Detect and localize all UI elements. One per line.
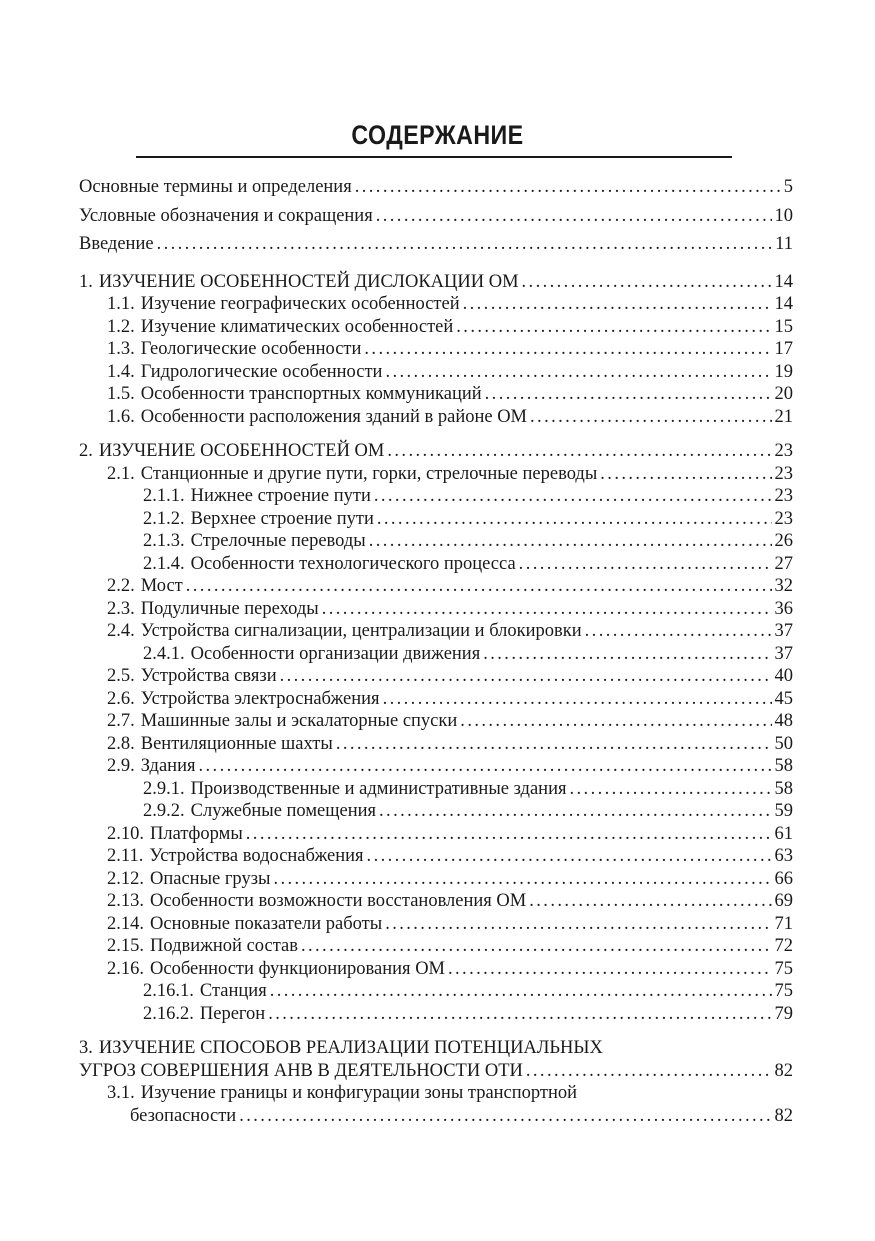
toc-entry-number: 2.1.1. [143, 486, 185, 506]
toc-entry-page: 75 [774, 958, 793, 979]
toc-entry-number: 2.8. [107, 733, 135, 754]
toc-entry-2-1-4 [79, 553, 793, 576]
toc-entry-page: 79 [774, 1003, 793, 1024]
toc-entry-2-2 [79, 575, 793, 598]
toc-entry-page: 5 [783, 177, 793, 197]
toc-entry-number: 2.9.2. [143, 801, 185, 821]
toc-entry-label: Особенности возможности восстановления ОМ [150, 891, 527, 911]
toc-entry-label: Особенности транспортных коммуникаций [140, 384, 482, 404]
toc-entry-number: 2.12. [107, 868, 144, 889]
dot-leader [456, 316, 771, 339]
dot-leader [385, 913, 771, 936]
toc-entry-2-4 [79, 620, 793, 643]
toc-entry-label: Здания [140, 756, 196, 776]
toc-entry-label: Подуличные переходы [140, 598, 319, 619]
dot-leader [519, 553, 772, 576]
toc-entry-number: 3.1. [107, 1083, 135, 1103]
toc-entry-2-16 [79, 958, 793, 981]
toc-entry-number: 1.5. [107, 384, 135, 404]
toc-entry-abbreviations [79, 202, 793, 231]
toc-entry-label: ИЗУЧЕНИЕ ОСОБЕННОСТЕЙ ОМ [98, 441, 385, 461]
dot-leader [385, 361, 771, 384]
toc-entry-label: Изучение географических особенностей [140, 294, 460, 314]
dot-leader [483, 643, 771, 666]
dot-leader [387, 440, 771, 463]
toc-entry-2-16-1 [79, 980, 793, 1003]
toc-entry-1-6 [79, 406, 793, 429]
toc-entry-label: Машинные залы и эскалаторные спуски [140, 711, 458, 731]
dot-leader [376, 202, 772, 231]
dot-leader [383, 688, 772, 711]
toc-entry-page: 32 [774, 576, 793, 596]
toc-entry-page: 19 [774, 361, 793, 382]
toc-entry-2-9 [79, 755, 793, 778]
toc-entry-label: ИЗУЧЕНИЕ СПОСОБОВ РЕАЛИЗАЦИИ ПОТЕНЦИАЛЬНЫХ [98, 1038, 603, 1058]
toc-entry-1-5 [79, 383, 793, 406]
toc-entry-label: Особенности функционирования ОМ [150, 958, 445, 979]
toc-entry-page: 14 [774, 271, 793, 292]
toc-entry-2-13 [79, 890, 793, 913]
toc-entry-number: 2.1.4. [143, 553, 185, 574]
toc-entry-2-1-2 [79, 508, 793, 531]
toc-entry-label: Производственные и административные здания [190, 778, 567, 799]
dot-leader [377, 508, 772, 531]
section-gap [79, 428, 793, 440]
toc-entry-page: 48 [774, 711, 793, 731]
dot-leader [374, 485, 772, 508]
toc-entry-number: 2.5. [107, 666, 135, 686]
dot-leader [379, 800, 771, 823]
toc-entry-2-15 [79, 935, 793, 958]
toc-entry-label: Вентиляционные шахты [140, 733, 333, 754]
dot-leader [336, 733, 772, 756]
table-of-contents [79, 173, 793, 1127]
toc-entry-page: 59 [774, 801, 793, 821]
toc-entry-page: 66 [774, 868, 793, 889]
toc-entry-page: 23 [774, 508, 793, 529]
dot-leader [367, 845, 772, 868]
toc-entry-page: 23 [774, 463, 793, 484]
toc-entry-label: Гидрологические особенности [140, 361, 383, 382]
toc-entry-number: 2.4.1. [143, 643, 185, 664]
toc-entry-number: 2.1.3. [143, 531, 185, 551]
toc-entry-page: 10 [774, 205, 793, 226]
toc-entry-page: 37 [774, 643, 793, 664]
dot-leader [526, 1060, 772, 1083]
toc-entry-number: 2.2. [107, 576, 135, 596]
toc-entry-label: Стрелочные переводы [190, 531, 366, 551]
toc-entry-2-8 [79, 733, 793, 756]
toc-entry-number: 2.13. [107, 891, 144, 911]
toc-entry-page: 37 [774, 621, 793, 641]
toc-entry-number: 2.3. [107, 598, 135, 619]
dot-leader [585, 620, 772, 643]
toc-entry-page: 40 [774, 666, 793, 686]
dot-leader [530, 406, 771, 429]
toc-entry-number: 2.16.2. [143, 1003, 194, 1024]
dot-leader [529, 890, 771, 913]
toc-entry-line [79, 1105, 793, 1128]
title-underline [136, 156, 732, 158]
dot-leader [570, 778, 772, 801]
toc-entry-introduction [79, 230, 793, 259]
toc-section-1 [79, 271, 793, 294]
dot-leader [522, 271, 772, 294]
toc-entry-page: 23 [774, 441, 793, 461]
toc-entry-2-10 [79, 823, 793, 846]
toc-entry-page: 82 [774, 1060, 793, 1081]
toc-entry-terms [79, 173, 793, 202]
toc-entry-label: Нижнее строение пути [190, 486, 371, 506]
dot-leader [364, 338, 771, 361]
toc-entry-number: 1.3. [107, 339, 135, 359]
toc-entry-page: 72 [774, 936, 793, 956]
toc-entry-page: 15 [774, 316, 793, 337]
dot-leader [463, 293, 772, 316]
toc-entry-2-5 [79, 665, 793, 688]
toc-entry-page: 71 [774, 913, 793, 934]
toc-entry-number: 3. [79, 1038, 93, 1058]
section-gap [79, 259, 793, 271]
toc-entry-label: Изучение границы и конфигурации зоны транспортной [140, 1083, 578, 1103]
dot-leader [186, 575, 772, 598]
toc-entry-label: Особенности технологического процесса [190, 553, 516, 574]
toc-entry-page: 26 [774, 531, 793, 551]
toc-entry-page: 58 [774, 778, 793, 799]
toc-entry-page: 45 [774, 688, 793, 709]
toc-entry-number: 2. [79, 441, 93, 461]
toc-entry-2-3 [79, 598, 793, 621]
section-1-items [79, 293, 793, 428]
dot-leader [239, 1105, 771, 1128]
dot-leader [199, 755, 772, 778]
dot-leader [157, 230, 773, 259]
toc-entry-1-1 [79, 293, 793, 316]
toc-section-3 [79, 1037, 793, 1082]
toc-entry-label: Условные обозначения и сокращения [79, 205, 373, 226]
dot-leader [600, 463, 771, 486]
toc-entry-label: Геологические особенности [140, 339, 362, 359]
toc-entry-2-16-2 [79, 1003, 793, 1026]
toc-entry-label: Основные термины и определения [79, 177, 352, 197]
toc-entry-page: 36 [774, 598, 793, 619]
toc-entry-number: 2.1. [107, 463, 135, 484]
toc-entry-label: Мост [140, 576, 183, 596]
dot-leader [270, 980, 772, 1003]
toc-entry-3-1 [79, 1082, 793, 1127]
toc-entry-page: 14 [774, 294, 793, 314]
toc-entry-label: Устройства связи [140, 666, 277, 686]
dot-leader [273, 868, 771, 891]
toc-entry-2-1-3 [79, 530, 793, 553]
dot-leader [280, 665, 772, 688]
toc-entry-2-4-1 [79, 643, 793, 666]
toc-entry-page: 11 [775, 234, 793, 254]
toc-entry-label: Введение [79, 234, 154, 254]
toc-entry-line [79, 1082, 793, 1105]
toc-entry-label-continued: УГРОЗ СОВЕРШЕНИЯ АНВ В ДЕЯТЕЛЬНОСТИ ОТИ [79, 1060, 523, 1081]
toc-entry-label: Служебные помещения [190, 801, 377, 821]
toc-entry-page: 17 [774, 339, 793, 359]
toc-entry-page: 20 [774, 384, 793, 404]
toc-entry-2-1 [79, 463, 793, 486]
dot-leader [369, 530, 772, 553]
toc-entry-1-3 [79, 338, 793, 361]
toc-entry-label: Устройства водоснабжения [149, 846, 364, 866]
toc-entry-line [79, 1060, 793, 1083]
toc-entry-2-6 [79, 688, 793, 711]
toc-entry-page: 75 [774, 981, 793, 1001]
toc-entry-number: 1.4. [107, 361, 135, 382]
toc-entry-label: Платформы [150, 823, 243, 844]
toc-section-2 [79, 440, 793, 463]
toc-entry-label: Основные показатели работы [150, 913, 383, 934]
page-title: СОДЕРЖАНИЕ [351, 120, 524, 150]
toc-entry-label: Устройства электроснабжения [140, 688, 380, 709]
toc-entry-number: 2.14. [107, 913, 144, 934]
toc-entry-number: 1. [79, 271, 93, 292]
section-2-items [79, 463, 793, 1026]
toc-entry-label: Изучение климатических особенностей [140, 316, 454, 337]
toc-entry-number: 2.9.1. [143, 778, 185, 799]
toc-entry-number: 2.16.1. [143, 981, 194, 1001]
toc-entry-label: Станционные и другие пути, горки, стрелочные переводы [140, 463, 598, 484]
toc-entry-number: 2.4. [107, 621, 135, 641]
toc-entry-page: 50 [774, 733, 793, 754]
toc-entry-2-12 [79, 868, 793, 891]
toc-entry-page: 58 [774, 756, 793, 776]
toc-entry-2-11 [79, 845, 793, 868]
toc-entry-number: 2.11. [107, 846, 144, 866]
toc-entry-2-9-1 [79, 778, 793, 801]
toc-entry-label: Особенности организации движения [190, 643, 481, 664]
toc-entry-label: Станция [199, 981, 267, 1001]
toc-entry-2-7 [79, 710, 793, 733]
toc-entry-2-14 [79, 913, 793, 936]
toc-entry-page: 23 [774, 486, 793, 506]
toc-entry-number: 2.1.2. [143, 508, 185, 529]
toc-entry-label: Перегон [199, 1003, 266, 1024]
toc-entry-label: Подвижной состав [150, 936, 298, 956]
toc-entry-2-1-1 [79, 485, 793, 508]
toc-entry-number: 2.10. [107, 823, 144, 844]
toc-entry-number: 1.1. [107, 294, 135, 314]
dot-leader [485, 383, 772, 406]
dot-leader [301, 935, 772, 958]
dot-leader [460, 710, 771, 733]
toc-entry-number: 2.16. [107, 958, 144, 979]
dot-leader [355, 173, 781, 202]
toc-entry-number: 2.9. [107, 756, 135, 776]
toc-entry-1-4 [79, 361, 793, 384]
toc-entry-label: Устройства сигнализации, централизации и блокировки [140, 621, 582, 641]
toc-entry-page: 69 [774, 891, 793, 911]
dot-leader [322, 598, 772, 621]
toc-entry-number: 2.6. [107, 688, 135, 709]
toc-entry-page: 21 [774, 406, 793, 427]
toc-entry-number: 1.2. [107, 316, 135, 337]
toc-entry-label: ИЗУЧЕНИЕ ОСОБЕННОСТЕЙ ДИСЛОКАЦИИ ОМ [98, 271, 519, 292]
toc-entry-page: 61 [774, 823, 793, 844]
toc-entry-label: Особенности расположения зданий в районе ОМ [140, 406, 528, 427]
toc-entry-page: 27 [774, 553, 793, 574]
toc-entry-number: 2.7. [107, 711, 135, 731]
toc-entry-page: 63 [774, 846, 793, 866]
toc-entry-label: Верхнее строение пути [190, 508, 374, 529]
toc-entry-line [79, 1037, 793, 1060]
toc-entry-2-9-2 [79, 800, 793, 823]
toc-entry-number: 2.15. [107, 936, 144, 956]
toc-entry-label-continued: безопасности [130, 1105, 237, 1126]
dot-leader [448, 958, 772, 981]
dot-leader [268, 1003, 771, 1026]
section-gap [79, 1025, 793, 1037]
toc-entry-page: 82 [774, 1105, 793, 1126]
toc-entry-number: 1.6. [107, 406, 135, 427]
dot-leader [246, 823, 772, 846]
toc-entry-label: Опасные грузы [150, 868, 271, 889]
toc-entry-1-2 [79, 316, 793, 339]
